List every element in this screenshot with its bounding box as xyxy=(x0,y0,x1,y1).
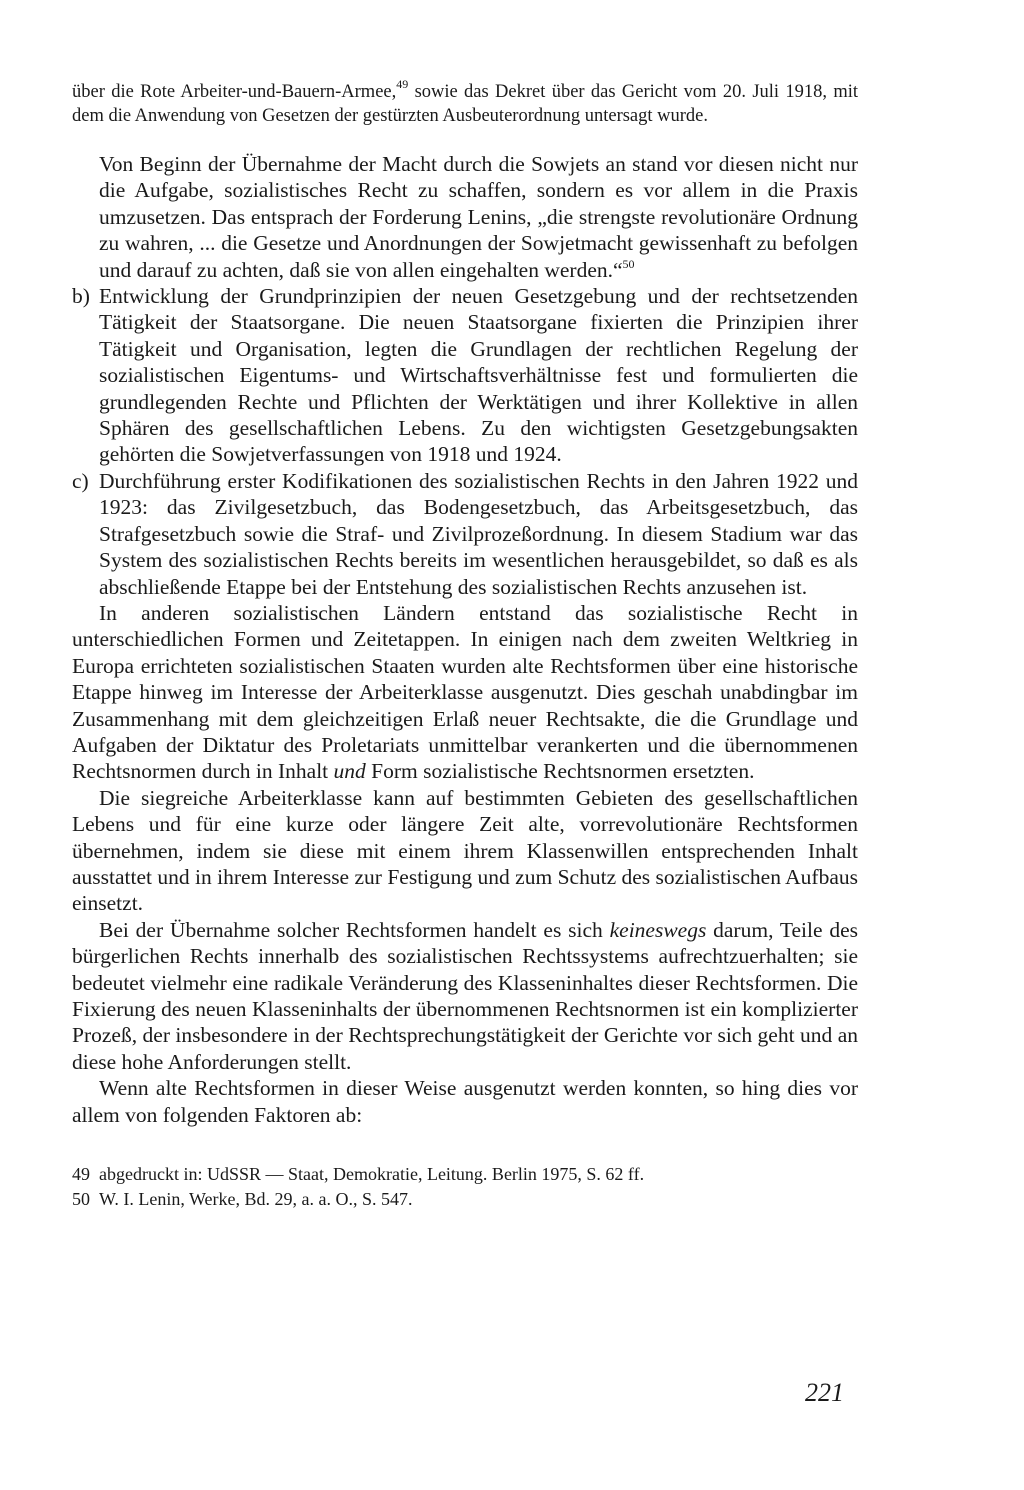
paragraph-other-countries xyxy=(72,600,858,785)
paragraph-text-cont: Form sozialistische Rechtsnormen ersetzten. xyxy=(365,759,755,784)
paragraph-text: In anderen sozialistischen Ländern entstand das sozialistische Recht in unterschiedlichen Formen und Zeitetappen. In einigen nach dem zweiten Weltkrieg in Europa errichteten sozialistischen Staaten wurden alte Rechtsformen über eine historische Etappe hinweg im Interesse der Arbeiterklasse ausgenutzt. Dies geschah unabdingbar im Zusammenhang mit dem gleichzeitigen Erlaß neuer Rechtsakte, die die Grundlage und Aufgaben der Diktatur des Proletariats unmittelbar verankerten und die übernommenen Rechtsnormen durch in Inhalt xyxy=(72,600,858,784)
list-text-c: Durchführung erster Kodifikationen des sozialistischen Rechts in den Jahren 1922 und 1923: das Zivilgesetzbuch, das Bodengesetzbuch, das Arbeitsgesetzbuch, das Strafgesetzbuch sowie die Straf- und Zivilprozeßordnung. In diesem Stadium war das System des sozialistischen Rechts bereits im wesentlichen herausgebildet, so daß es als abschließende Etappe bei der Entstehung des sozialistischen Rechts anzusehen ist. xyxy=(99,468,858,599)
list-marker-b: b) xyxy=(72,284,90,309)
paragraph-working-class xyxy=(72,785,858,917)
paragraph-text: Bei der Übernahme solcher Rechtsformen handelt es sich xyxy=(99,917,610,942)
footnote-50 xyxy=(72,1187,858,1212)
footnotes xyxy=(72,1162,858,1211)
paragraph-text: Die siegreiche Arbeiterklasse kann auf bestimmten Gebieten des gesellschaftlichen Lebens und für eine kurze oder längere Zeit alte, vorrevolutionäre Rechtsformen übernehmen, indem sie diese mit einem ihrem Klassenwillen entsprechenden Inhalt ausstattet und in ihrem Interesse zur Festigung und zum Schutz des sozialistischen Aufbaus einsetzt. xyxy=(72,785,858,916)
carryover-paragraph xyxy=(72,77,858,128)
footnote-number: 49 xyxy=(72,1164,90,1185)
paragraph-adoption xyxy=(72,917,858,1075)
paragraph-text: Wenn alte Rechtsformen in dieser Weise ausgenutzt werden konnten, so hing dies vor allem von folgenden Faktoren ab: xyxy=(72,1076,858,1127)
list-marker-c: c) xyxy=(72,468,89,493)
paragraph-text-cont: darum, Teile des bürgerlichen Rechts innerhalb des sozialistischen Rechtssystems aufrechtzuerhalten; sie bedeutet vielmehr eine radikale Veränderung des Klasseninhaltes dieser Rechtsformen. Die Fixierung des neuen Klasseninhalts der übernommenen Rechtsnormen ist ein komplizierter Prozeß, der insbesondere in der Rechtsprechungstätigkeit der Gerichte vor sich geht und an diese hohe Anforderungen stellt. xyxy=(72,917,858,1074)
carryover-text: über die Rote Arbeiter-und-Bauern-Armee, xyxy=(72,82,397,102)
emphasis-text: und xyxy=(333,759,366,784)
emphasis-text: keineswegs xyxy=(609,917,707,942)
footnote-number: 50 xyxy=(72,1188,90,1209)
carryover-text-cont: sowie das Dekret über das Gericht vom 20. Juli 1918, mit dem die Anwendung von Gesetzen der gestürzten Ausbeuterordnung untersagt wurde. xyxy=(72,82,858,126)
footnote-49 xyxy=(72,1162,858,1187)
intro-text: Von Beginn der Übernahme der Macht durch die Sowjets an stand vor diesen nicht nur die Aufgabe, sozialistisches Recht zu schaffen, sondern es vor allem in die Praxis umzusetzen. Das entsprach der Forderung Lenins, „die strengste revolutionäre Ordnung zu wahren, ... die Gesetze und Anordnungen der Sowjetmacht gewissenhaft zu befolgen und darauf zu achten, daß sie von allen eingehalten werden.“ xyxy=(99,152,858,282)
intro-paragraph xyxy=(72,151,858,283)
list-text-b: Entwicklung der Grundprinzipien der neuen Gesetzgebung und der rechtsetzenden Tätigkeit der Staatsorgane. Die neuen Staatsorgane fixierten die Prinzipien ihrer Tätigkeit und Organisation, legten die Grundlagen der rechtlichen Regelung der sozialistischen Eigentums- und Wirtschaftsverhältnisse fest und formulierten die grundlegenden Rechte und Pflichten der Werktätigen und ihrer Kollektive in allen Sphären des gesellschaftlichen Lebens. Zu den wichtigsten Gesetzgebungsakten gehörten die Sowjetverfassungen von 1918 und 1924. xyxy=(99,284,858,467)
list-item-c xyxy=(72,468,858,600)
footnote-ref-49[interactable]: 49 xyxy=(396,77,409,91)
footnote-ref-50[interactable]: 50 xyxy=(622,256,635,271)
footnote-text: W. I. Lenin, Werke, Bd. 29, a. a. O., S. 547. xyxy=(99,1188,413,1209)
page-number: 221 xyxy=(805,1378,844,1407)
list-item-b xyxy=(72,283,858,468)
page-body xyxy=(72,77,858,1211)
paragraph-factors xyxy=(72,1075,858,1128)
footnote-text: abgedruckt in: UdSSR — Staat, Demokratie, Leitung. Berlin 1975, S. 62 ff. xyxy=(99,1164,645,1185)
